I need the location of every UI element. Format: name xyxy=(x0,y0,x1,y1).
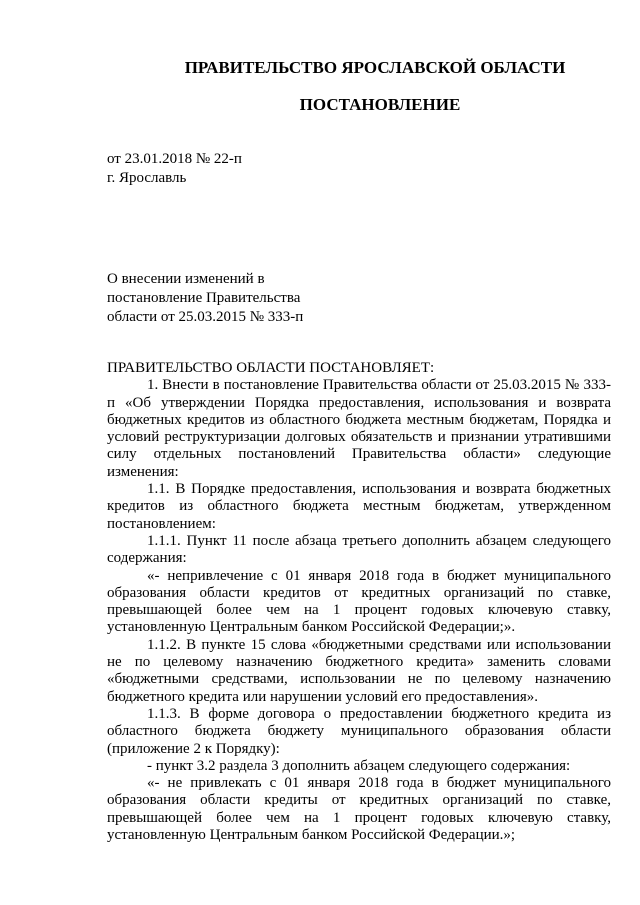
paragraph: 1.1.3. В форме договора о предоставлении бюджетного кредита из областного бюджета бюджету муниципального образования области (приложение 2 к Порядку): xyxy=(107,705,611,757)
authority-title: ПРАВИТЕЛЬСТВО ЯРОСЛАВСКОЙ ОБЛАСТИ xyxy=(184,58,566,77)
document-type: ПОСТАНОВЛЕНИЕ xyxy=(299,95,461,114)
document-meta xyxy=(107,150,242,188)
city: г. Ярославль xyxy=(107,170,187,186)
document-body xyxy=(107,360,611,844)
date-number: от 23.01.2018 № 22-п xyxy=(107,151,242,167)
subject-line: постановление Правительства xyxy=(107,290,301,306)
paragraph: «- непривлечение с 01 января 2018 года в бюджет муниципального образования области кредитов от кредитных организаций по ставке, превышающей более чем на 1 процент годовых ключевую ставку, установленную Центральным банком Российской Федерации;». xyxy=(107,567,611,636)
paragraph: 1.1. В Порядке предоставления, использования и возврата бюджетных кредитов из областного бюджета местным бюджетам, утвержденном постановлением: xyxy=(107,481,611,532)
paragraph: «- не привлекать с 01 января 2018 года в бюджет муниципального образования области кредиты от кредитных организаций по ставке, превышающей более чем на 1 процент годовых ключевую ставку, установленную Центральным банком Российской Федерации.»; xyxy=(107,775,611,844)
paragraph: 1. Внести в постановление Правительства области от 25.03.2015 № 333-п «Об утверждении Порядка предоставления, использования и возврата бюджетных кредитов из областного бюджета местным бюджетам, Порядка и условий реструктуризации долговых обязательств и признании утратившими силу отдельных постановлений Правительства области» следующие изменения: xyxy=(107,377,611,480)
paragraph: 1.1.1. Пункт 11 после абзаца третьего дополнить абзацем следующего содержания: xyxy=(107,532,611,567)
paragraph: - пункт 3.2 раздела 3 дополнить абзацем следующего содержания: xyxy=(147,757,571,774)
subject-line: О внесении изменений в xyxy=(107,271,265,287)
paragraph: 1.1.2. В пункте 15 слова «бюджетными средствами или использовании не по целевому назначению бюджетного кредита» заменить словами «бюджетными средствами, использовании не по целевому назначению бюджетного кредита или нарушении условий его предоставления». xyxy=(107,636,611,705)
document-subject xyxy=(107,270,303,327)
subject-line: области от 25.03.2015 № 333-п xyxy=(107,309,304,325)
decree-heading: ПРАВИТЕЛЬСТВО ОБЛАСТИ ПОСТАНОВЛЯЕТ: xyxy=(107,360,435,376)
